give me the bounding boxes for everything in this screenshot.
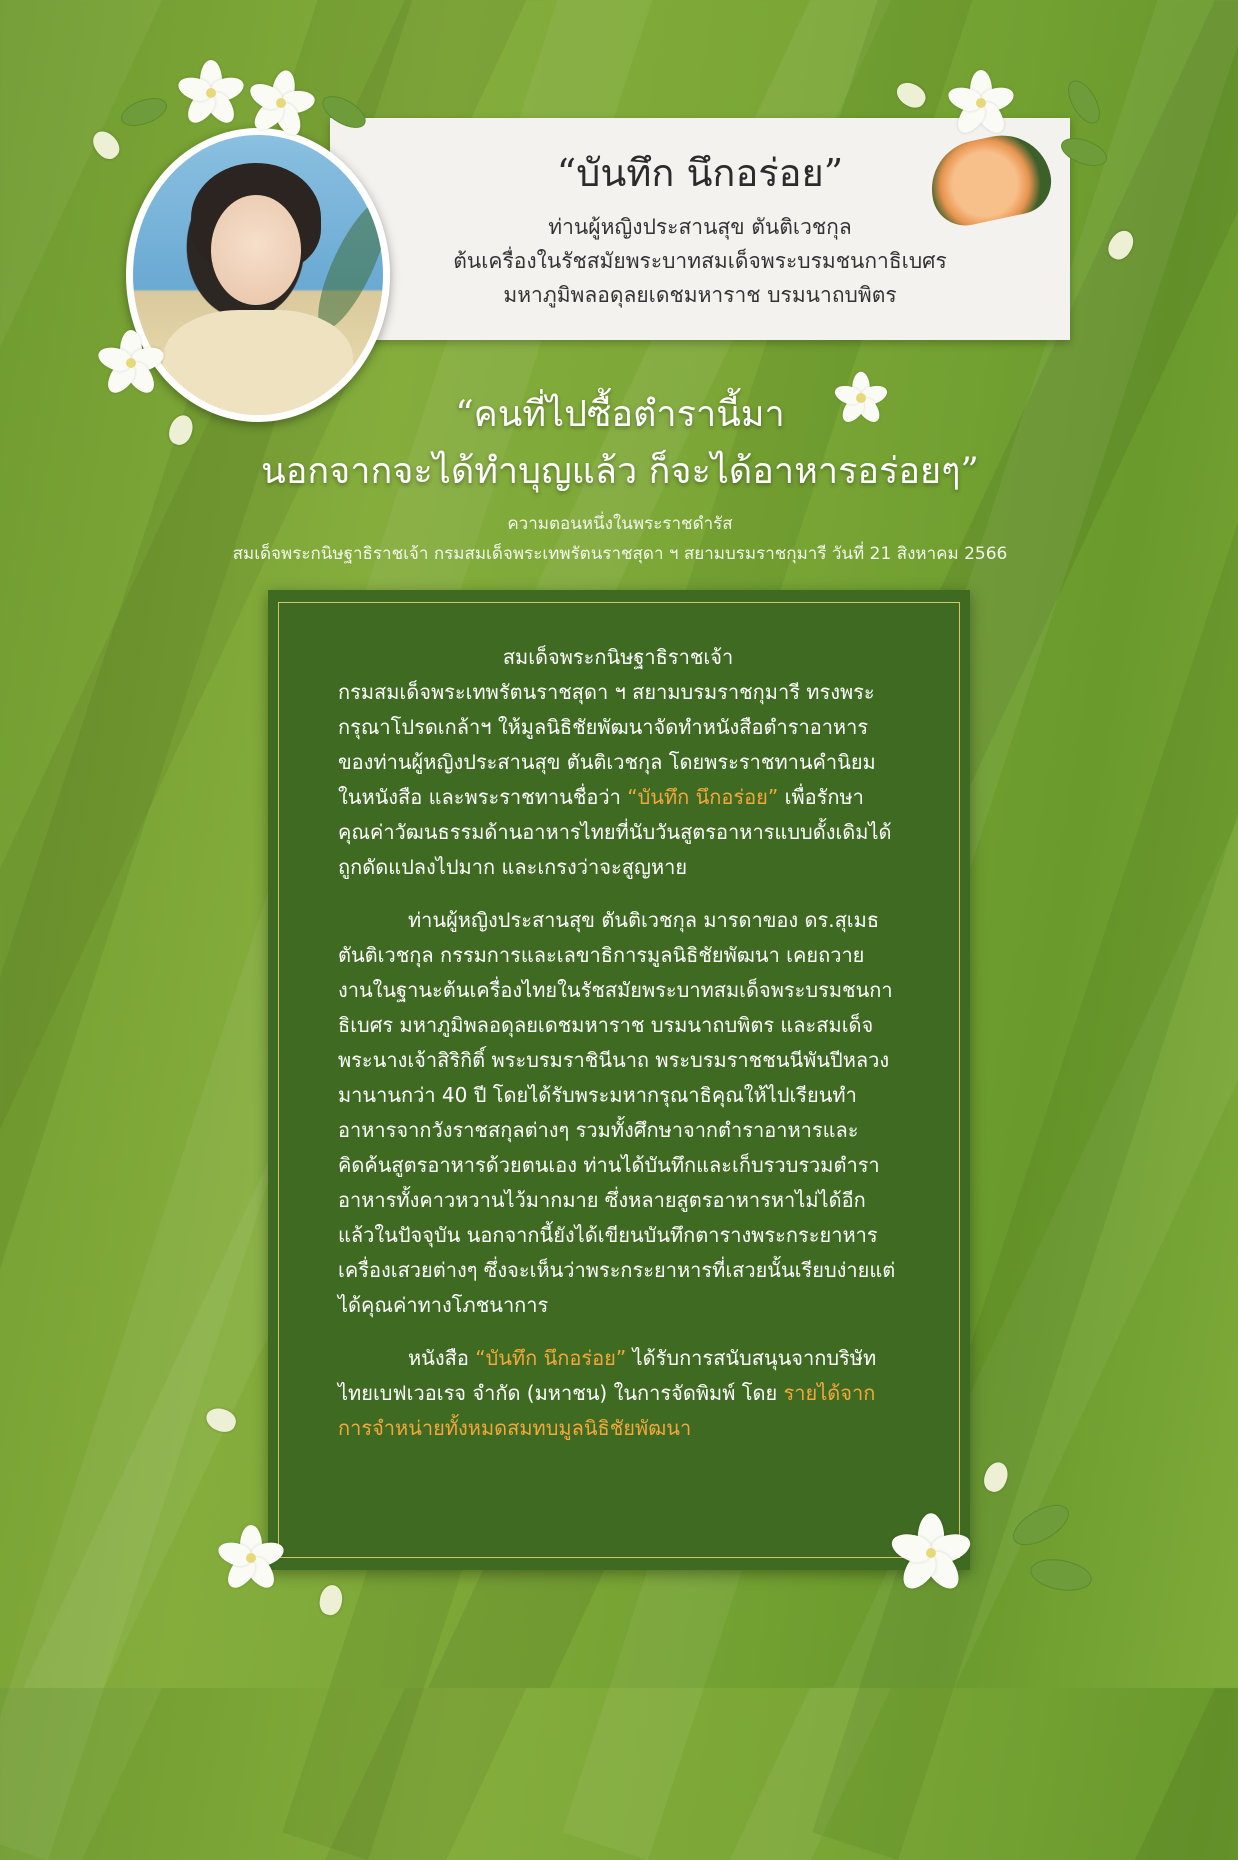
quote-line: นอกจากจะได้ทำบุญแล้ว ก็จะได้อาหารอร่อยๆ” bbox=[261, 451, 979, 492]
portrait-photo bbox=[126, 128, 390, 422]
paragraph-text: ได้รับการสนับสนุนจากบริษัท ไทยเบฟเวอเรจ จำกัด (มหาชน) ในการจัดพิมพ์ โดย bbox=[338, 1346, 877, 1405]
quote-line: “คนที่ไปซื้อตำรานี้มา bbox=[455, 394, 785, 435]
leaf-icon bbox=[1007, 1497, 1076, 1554]
proceeds-highlight: รายได้จากการจำหน่ายทั้งหมดสมทบมูลนิธิชัยพัฒนา bbox=[338, 1381, 876, 1440]
jasmine-bud-icon bbox=[88, 126, 124, 163]
text-panel bbox=[268, 590, 970, 1570]
paragraph-text: ท่านผู้หญิงประสานสุข ตันติเวชกุล มารดาของ ดร.สุเมธ ตันติเวชกุล กรรมการและเลขาธิการมูลนิธิชัยพัฒนา เคยถวายงานในฐานะต้นเครื่องไทยในรัชสมัยพระบาทสมเด็จพระบรมชนกาธิเบศร มหาภูมิพลอดุลยเดชมหาราช บรมนาถบพิตร และสมเด็จพระนางเจ้าสิริกิติ์ พระบรมราชินีนาถ พระบรมราชชนนีพันปีหลวง มานานกว่า 40 ปี โดยได้รับพระมหากรุณาธิคุณให้ไปเรียนทำอาหารจากวังราชสกุลต่างๆ รวมทั้งศึกษาจากตำราอาหารและคิดค้นสูตรอาหารด้วยตนเอง ท่านได้บันทึกและเก็บรวบรวมตำราอาหารทั้งคาวหวานไว้มากมาย ซึ่งหลายสูตรอาหารหาไม่ได้อีกแล้วในปัจจุบัน นอกจากนี้ยังได้เขียนบันทึกตารางพระกระยาหารเครื่องเสวยต่างๆ ซึ่งจะเห็นว่าพระกระยาหารที่เสวยนั้นเรียบง่ายแต่ได้คุณค่าทางโภชนาการ bbox=[338, 908, 896, 1317]
paragraph-text: กรมสมเด็จพระเทพรัตนราชสุดา ฯ สยามบรมราชกุมารี ทรงพระกรุณาโปรดเกล้าฯ ให้มูลนิธิชัยพัฒนาจัดทำหนังสือตำราอาหารของท่านผู้หญิงประสานสุข ตันติเวชกุล โดยพระราชทานคำนิยมในหนังสือ และพระราชทานชื่อว่า bbox=[338, 680, 876, 809]
body-text bbox=[338, 640, 898, 1464]
jasmine-bud-icon bbox=[318, 1583, 345, 1616]
jasmine-bud-icon bbox=[203, 1405, 239, 1436]
book-title-highlight: “บันทึก นึกอร่อย” bbox=[475, 1346, 627, 1370]
paragraph bbox=[338, 903, 898, 1323]
leaf-icon bbox=[117, 93, 170, 132]
paragraph bbox=[338, 1341, 898, 1446]
book-title-highlight: “บันทึก นึกอร่อย” bbox=[627, 785, 779, 809]
leaf-icon bbox=[1028, 1555, 1094, 1595]
paragraph-text: หนังสือ bbox=[408, 1346, 469, 1370]
quote-source: สมเด็จพระกนิษฐาธิราชเจ้า กรมสมเด็จพระเทพรัตนราชสุดา ฯ สยามบรมราชกุมารี วันที่ 21 สิงหาคม 2566 bbox=[232, 544, 1008, 564]
subtitle-line: มหาภูมิพลอดุลยเดชมหาราช บรมนาถบพิตร bbox=[503, 283, 897, 307]
paragraph-text: เพื่อรักษาคุณค่าวัฒนธรรมด้านอาหารไทยที่นับวันสูตรอาหารแบบดั้งเดิมได้ถูกดัดแปลงไปมาก และเกรงว่าจะสูญหาย bbox=[338, 785, 892, 879]
paragraph bbox=[338, 640, 898, 885]
subtitle-line: ท่านผู้หญิงประสานสุข ตันติเวชกุล bbox=[548, 215, 852, 239]
subtitle-line: ต้นเครื่องในรัชสมัยพระบาทสมเด็จพระบรมชนกาธิเบศร bbox=[453, 249, 947, 273]
quote-source: ความตอนหนึ่งในพระราชดำรัส bbox=[507, 514, 733, 534]
book-title: “บันทึก นึกอร่อย” bbox=[556, 151, 844, 195]
title-subtitle bbox=[350, 210, 1050, 312]
paragraph-heading: สมเด็จพระกนิษฐาธิราชเจ้า bbox=[502, 645, 734, 669]
